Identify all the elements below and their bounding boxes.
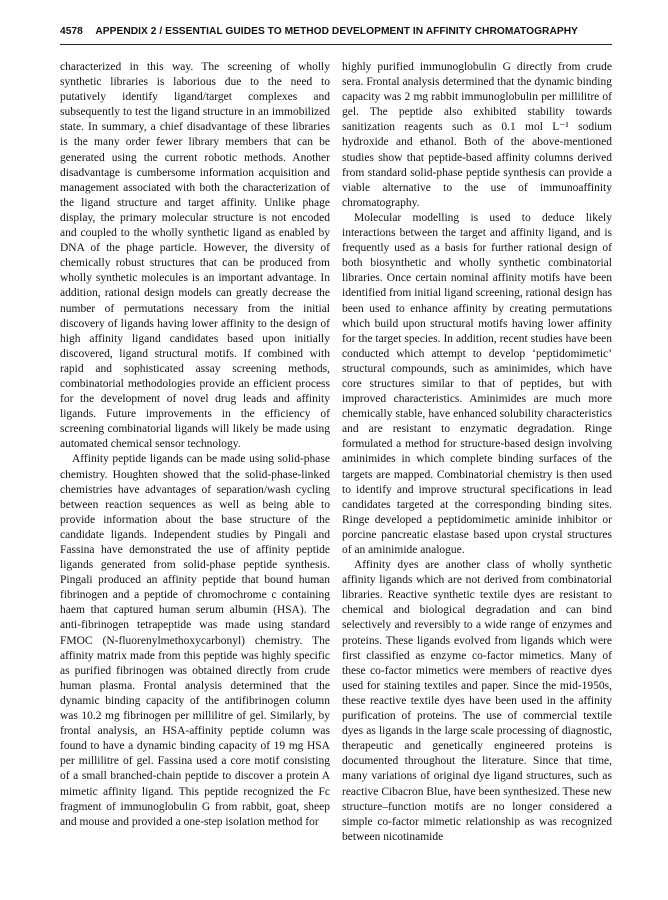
header-rule	[60, 44, 612, 45]
right-column	[342, 60, 612, 845]
paragraph-left-2: Affinity peptide ligands can be made using solid-phase chemistry. Houghten showed that the solid-phase-linked chemistries have advantages of separation/wash cycling between reaction sequences as well as being able to provide information about the base structure of the candidate ligands. Independent studies by Pingali and Fassina have demonstrated the use of affinity peptide ligands generated from solid-phase peptide synthesis. Pingali produced an affinity peptide that bound human fibrinogen and a peptide of chromochrome c containing haem that captured human serum albumin (HSA). The anti-fibrinogen tetrapeptide was made using standard FMOC (N-fluorenylmethoxycarbonyl) chemistry. The affinity matrix made from this peptide was highly specific as purified fibrinogen was obtained directly from crude human plasma. Frontal analysis determined that the dynamic binding capacity of the antifibrinogen column was 10.2 mg fibrinogen per millilitre of gel. Similarly, by frontal analysis, an HSA-affinity peptide column was found to have a dynamic binding capacity of 19 mg HSA per millilitre of gel. Fassina used a core motif consisting of a small branched-chain peptide to discover a protein A mimetic affinity ligand. This peptide recognized the Fc fragment of immunoglobulin G from rabbit, goat, sheep and mouse and provided a one-step isolation method for	[60, 453, 330, 828]
page-number: 4578	[60, 26, 83, 37]
running-header	[60, 26, 612, 37]
paragraph-right-3: Affinity dyes are another class of wholly synthetic affinity ligands which are not derived from combinatorial libraries. Reactive synthetic textile dyes are resistant to chemical and biological degradation and can bind selectively and reversibly to a wide range of enzymes and proteins. These ligands evolved from ligands which were first classified as enzyme co-factor mimetics. Many of these co-factor mimetics were members of reactive dyes used for staining textiles and paper. Since the mid-1950s, these reactive textile dyes have been used in the affinity purification of proteins. The use of commercial textile dyes as ligands in the large scale processing of diagnostic, therapeutic and genetically engineered proteins is documented throughout the literature. Since that time, many variations of original dye ligand structures, such as reactive Cibacron Blue, have been synthesized. These new structure–function motifs are no longer considered a simple co-factor mimetic relationship as was recognized between nicotinamide	[342, 559, 612, 843]
paragraph-left-1: characterized in this way. The screening of wholly synthetic libraries is laborious due to the need to putatively identify ligand/target complexes and subsequently to test the ligand structure in an immobilized state. In summary, a chief disadvantage of these libraries is the many order fewer library members that can be generated using the current robotic methods. Another disadvantage is cumbersome information acquisition and management associated with both the characterization of the ligand structure and target affinity. Unlike phage display, the primary molecular structure is not encoded and coupled to the wholly synthetic ligand as enabled by DNA of the phage particle. However, the diversity of chemically robust structures that can be produced from wholly synthetic molecules is an important advantage. In addition, rational design models can greatly decrease the number of permutations necessary from the initial discovery of ligands having lower affinity to the design of high affinity ligand candidates based upon initially discovered, ligand structural motifs. If combined with rapid and sophisticated assay screening methods, combinatorial methodologies provide an efficient process for the development of novel drug leads and affinity ligands. Future improvements in the efficiency of screening combinatorial ligands will likely be made using automated chemical sensor technology.	[60, 61, 330, 451]
paragraph-right-2: Molecular modelling is used to deduce likely interactions between the target and affinity ligand, and is frequently used as a basis for further rational design of both biosynthetic and wholly synthetic combinatorial libraries. Once certain nominal affinity motifs have been identified from initial ligand screening, rational design has been used to enhance affinity by creating permutations which build upon structural motifs having lower affinity for the target species. In addition, recent studies have been conducted which attempt to develop ‘peptidomimetic’ structural compounds, such as aminimides, which have core structures similar to that of peptides, but with improved characteristics. Aminimides are much more chemically stable, have enhanced solubility characteristics and are resistant to enzymatic degradation. Ringe formulated a method for structure-based design involving aminimides in which complete binding surfaces of the targets are mapped. Combinatorial chemistry is then used to identify and improve structural specifications in lead candidates targeted at the corresponding binding sites. Ringe developed a peptidomimetic aminide inhibitor or porcine pancreatic elastase based upon crystal structures of an aminimide analogue.	[342, 211, 612, 556]
paragraph-right-1: highly purified immunoglobulin G directly from crude sera. Frontal analysis determined that the dynamic binding capacity was 2 mg rabbit immunoglobulin per millilitre of gel. The peptide also exhibited stability towards sanitization reagents such as 0.1 mol L⁻¹ sodium hydroxide and ethanol. Both of the above-mentioned studies show that peptide-based affinity columns derived from standard solid-phase peptide synthesis can provide a viable alternative to the use of immunoaffinity chromatography.	[342, 61, 612, 209]
left-column	[60, 60, 330, 830]
running-title: APPENDIX 2 / ESSENTIAL GUIDES TO METHOD DEVELOPMENT IN AFFINITY CHROMATOGRAPHY	[95, 26, 578, 37]
